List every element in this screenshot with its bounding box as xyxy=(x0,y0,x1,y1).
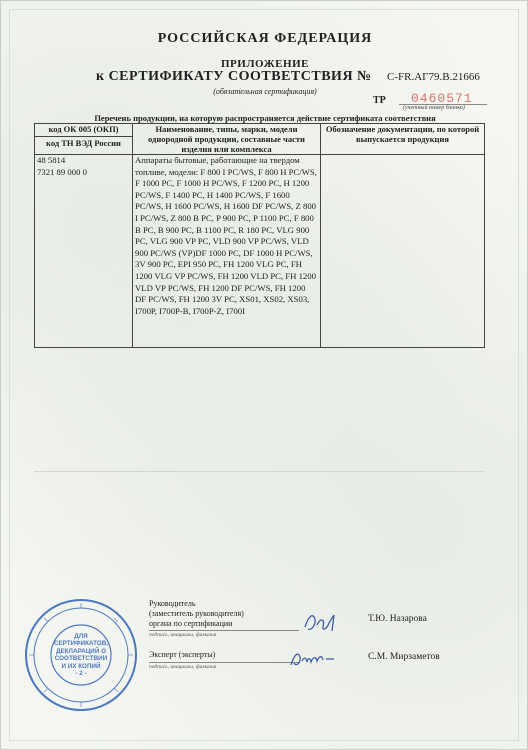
expert-signature-mark xyxy=(288,645,350,676)
stamp-line: И ИХ КОПИЙ xyxy=(61,662,101,670)
stamp-text xyxy=(23,633,139,677)
head-signature-mark xyxy=(301,609,341,640)
product-list-title: Перечень продукции, на которую распространяется действие сертификата соответствия xyxy=(94,113,436,123)
head-label-line2: (заместитель руководителя) xyxy=(149,609,244,618)
stamp-line: ДЛЯ xyxy=(74,633,88,640)
expert-name: С.М. Мирзаметов xyxy=(368,652,440,662)
documentation-column-header: Обозначение документации, по которой выпускается продукция xyxy=(321,124,485,155)
documentation-cell xyxy=(321,155,485,348)
country-title: РОССИЙСКАЯ ФЕДЕРАЦИЯ xyxy=(157,31,373,46)
code-cell xyxy=(35,155,133,348)
tp-label: ТР xyxy=(373,95,386,106)
stamp-line: ДЕКЛАРАЦИЙ О xyxy=(56,647,106,655)
certificate-number: C-FR.АГ79.В.21666 xyxy=(387,71,480,83)
head-signature-caption: подпись, инициалы, фамилия xyxy=(149,632,217,638)
tp-note: (учетный номер бланка) xyxy=(403,105,465,111)
expert-label: Эксперт (эксперты) xyxy=(149,650,216,659)
stamp-line: - 2 - xyxy=(75,670,87,678)
stamp-line: СООТВЕТСТВИИ xyxy=(54,655,108,663)
code-column-header xyxy=(35,124,133,155)
head-label-line1: Руководитель xyxy=(149,599,196,608)
head-signature-line xyxy=(149,630,299,631)
tp-number: 0460571 xyxy=(411,91,473,106)
name-column-header: Наименование, типы, марки, модели однородной продукции, составные части изделия или комплекса xyxy=(133,124,321,155)
head-label xyxy=(149,599,244,629)
expert-signature-caption: подпись, инициалы, фамилия xyxy=(149,664,217,670)
tnved-code: 7321 89 000 0 xyxy=(37,166,87,177)
table-row xyxy=(35,155,485,348)
certificate-heading: к СЕРТИФИКАТУ СООТВЕТСТВИЯ № xyxy=(96,69,372,84)
expert-signature-line xyxy=(149,662,299,663)
head-label-line3: органа по сертификации xyxy=(149,619,233,628)
stamp-line: СЕРТИФИКАТОВ, xyxy=(53,640,109,648)
head-name: Т.Ю. Назарова xyxy=(368,614,427,624)
product-description: Аппараты бытовые, работающие на твердом топливе, модели: F 800 I PC/WS, F 800 H PC/WS, F 1000 PC, F 1000 H PC/WS, F 1200 PC, H 1200 PC/WS, F 1400 PC, H 1400 PC/WS, F 1600 PC/WS, H 1600 PC/WS, H 1600 DF PC/WS, Z 800 I PC/WS, Z 800 B PC, P 900 PC, P 1100 PC, F 800 B PC, B 900 PC, B 1100 PC, R 180 PC, VLG 900 PC, VLG 900 VP PC, VLD 900 VP PC/WS, VLD 900 PC/WS (VP)DF 1000 PC, DF 1000 H PC/WS, 3V 900 PC, EPI 950 PC, FH 1200 VLG PC, FH 1200 VLG VP PC/WS, FH 1200 VLD PC, FH 1200 VLD VP PC/WS, FH 1200 DF PC/WS, FH 1200 DF PC/WS, FH 1200 3V PC, XS01, XS02, XS03, I700P, I700P-B, I700P-Z, I700I xyxy=(133,155,321,348)
round-stamp xyxy=(23,597,139,713)
okp-header: код ОК 005 (ОКП) xyxy=(48,124,119,134)
tnved-header: код ТН ВЭД России xyxy=(35,136,132,148)
appendix-title: ПРИЛОЖЕНИЕ xyxy=(221,58,309,70)
table-header-row xyxy=(35,124,485,155)
section-divider xyxy=(34,471,484,472)
product-table xyxy=(34,123,485,348)
okp-code: 48 5814 xyxy=(37,155,66,165)
mandatory-note: (обязательная сертификация) xyxy=(213,87,317,96)
